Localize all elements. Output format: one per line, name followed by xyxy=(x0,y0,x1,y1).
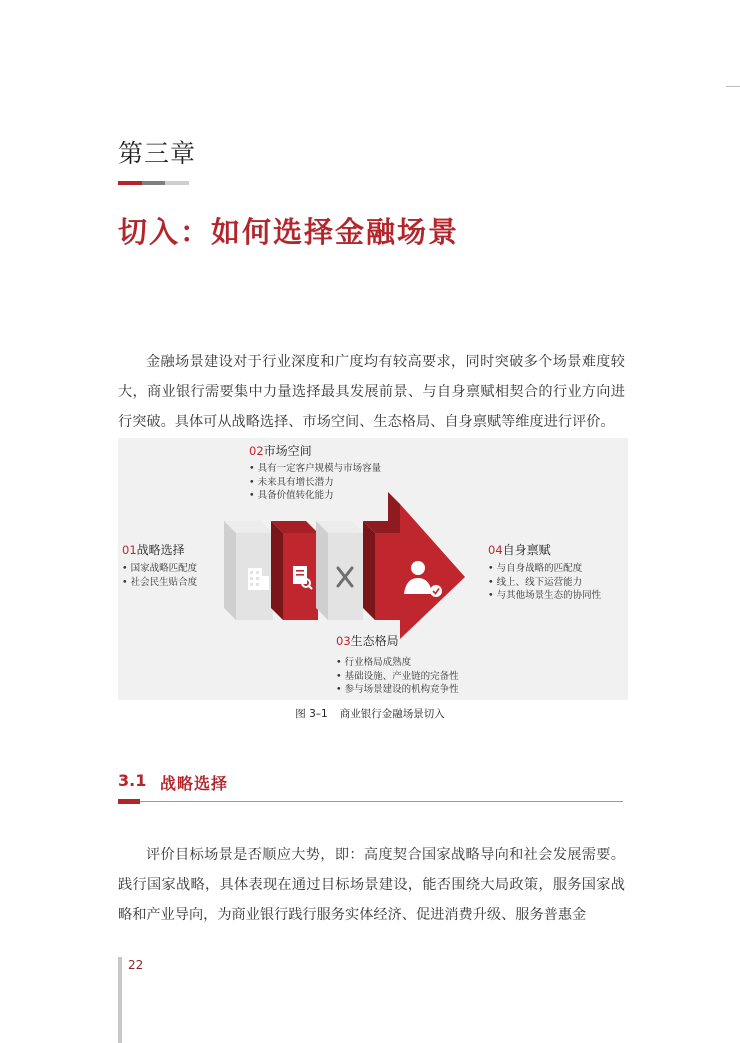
label-03-number: 03 xyxy=(336,634,351,648)
page-margin-bar xyxy=(118,957,122,1043)
label-01-title: 战略选择 xyxy=(136,543,185,557)
intro-paragraph: 金融场景建设对于行业深度和广度均有较高要求，同时突破多个场景难度较大，商业银行需要集中力量选择最具发展前景、与自身禀赋相契合的行业方向进行突破。具体可从战略选择、市场空间、生态格局、自身禀赋等维度进行评价。 xyxy=(118,354,625,430)
block-market xyxy=(271,521,318,620)
label-04-title: 自身禀赋 xyxy=(502,543,551,557)
figure-caption xyxy=(0,706,740,721)
figure-caption-number: 图 3–1 xyxy=(295,708,328,720)
block-strategy xyxy=(224,521,273,620)
label-02-title: 市场空间 xyxy=(263,444,312,458)
bullets-04 xyxy=(488,562,601,603)
figure-panel xyxy=(118,438,628,700)
bullet-item: • 社会民生贴合度 xyxy=(122,576,197,590)
label-04 xyxy=(488,541,551,558)
label-01-number: 01 xyxy=(122,543,137,557)
label-03-title: 生态格局 xyxy=(350,634,399,648)
chapter-label: 第三章 xyxy=(118,139,197,168)
section-paragraph: 评价目标场景是否顺应大势，即：高度契合国家战略导向和社会发展需要。践行国家战略，具体表现在通过目标场景建设，能否围绕大局政策，服务国家战略和产业导向，为商业银行践行服务实体经济、促进消费升级、服务普惠金 xyxy=(118,847,625,923)
label-03 xyxy=(336,632,399,649)
bullet-item: • 与自身战略的匹配度 xyxy=(488,562,601,576)
bullet-item: • 未来具有增长潜力 xyxy=(249,476,381,490)
label-02 xyxy=(249,442,312,459)
section-rule xyxy=(118,801,623,802)
rule-segment-light-grey xyxy=(165,181,189,185)
bullet-item: • 线上、线下运营能力 xyxy=(488,576,601,590)
chapter-rule xyxy=(118,181,189,185)
bullet-item: • 与其他场景生态的协同性 xyxy=(488,589,601,603)
section-title: 战略选择 xyxy=(160,774,229,793)
chapter-title: 切入：如何选择金融场景 xyxy=(118,215,460,249)
bullets-01 xyxy=(122,562,197,589)
bullet-item: • 国家战略匹配度 xyxy=(122,562,197,576)
block-ecosystem xyxy=(316,521,363,620)
margin-mark xyxy=(726,86,740,87)
bullets-03 xyxy=(336,656,459,697)
label-04-number: 04 xyxy=(488,543,503,557)
bullet-item: • 行业格局成熟度 xyxy=(336,656,459,670)
section-rule-accent xyxy=(118,799,140,804)
bullet-item: • 具备价值转化能力 xyxy=(249,489,381,503)
label-02-number: 02 xyxy=(249,444,264,458)
section-number: 3.1 xyxy=(118,771,147,790)
bullets-02 xyxy=(249,462,381,503)
page-number: 22 xyxy=(128,958,144,972)
bullet-item: • 参与场景建设的机构竞争性 xyxy=(336,683,459,697)
figure-caption-text: 商业银行金融场景切入 xyxy=(339,708,445,720)
rule-segment-red xyxy=(118,181,142,185)
rule-segment-dark-grey xyxy=(142,181,165,185)
bullet-item: • 基础设施、产业链的完备性 xyxy=(336,670,459,684)
arrow-self-endowment xyxy=(363,492,465,639)
bullet-item: • 具有一定客户规模与市场容量 xyxy=(249,462,381,476)
label-01 xyxy=(122,541,185,558)
